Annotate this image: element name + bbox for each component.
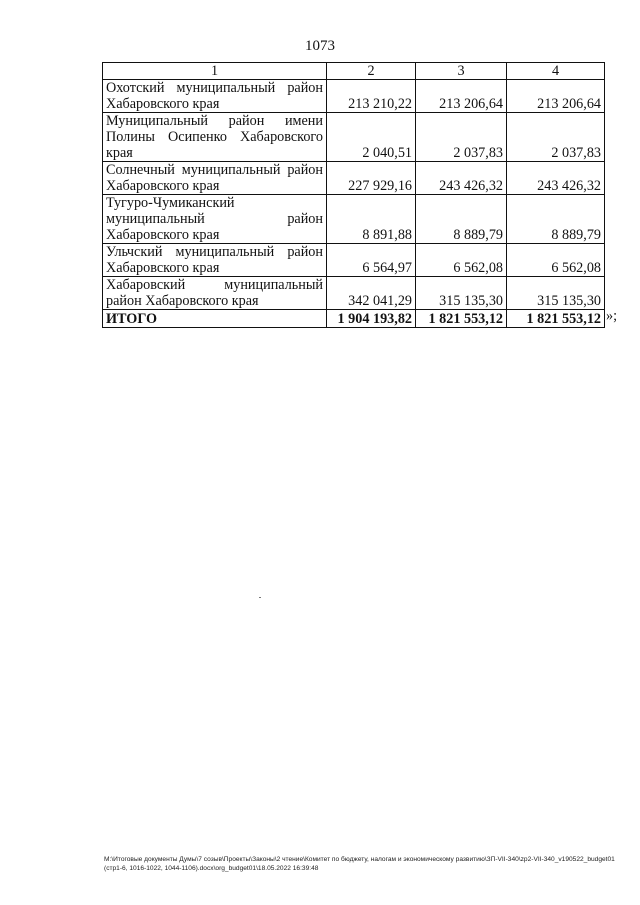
value-col-2: 8 891,88 (327, 195, 416, 244)
scan-speck (259, 597, 261, 598)
budget-table (102, 62, 605, 328)
column-header-2: 2 (327, 63, 416, 80)
table-row (103, 162, 605, 195)
table-row (103, 244, 605, 277)
value-col-4: 315 135,30 (507, 277, 605, 310)
district-name: Муниципальный район имени Полины Осипенко Хабаровского края (103, 113, 327, 162)
total-row (103, 310, 605, 328)
value-col-2: 6 564,97 (327, 244, 416, 277)
value-col-2: 2 040,51 (327, 113, 416, 162)
district-name: Хабаровский муниципальный район Хабаровского края (103, 277, 327, 310)
column-header-4: 4 (507, 63, 605, 80)
closing-quote-mark: »; (606, 308, 618, 324)
column-header-3: 3 (416, 63, 507, 80)
value-col-4: 6 562,08 (507, 244, 605, 277)
value-col-3: 2 037,83 (416, 113, 507, 162)
document-path-footer: M:\Итоговые документы Думы\7 созыв\Проекты\Законы\2 чтение\Комитет по бюджету, налогам и экономическому развитию\ЗП-VII-340\zp2-VII-340_v190522_budget01 (стр1-6, 1016-1022, 1044-1106).docx\org_budget01\18.05.2022 16:39:48 (104, 856, 615, 872)
total-col-2: 1 904 193,82 (327, 310, 416, 328)
district-name: Тугуро-Чумиканский муниципальный район Хабаровского края (103, 195, 327, 244)
total-col-3: 1 821 553,12 (416, 310, 507, 328)
total-col-4: 1 821 553,12 (507, 310, 605, 328)
page-number: 1073 (305, 38, 335, 54)
table-row (103, 195, 605, 244)
district-name: Охотский муниципальный район Хабаровского края (103, 80, 327, 113)
value-col-2: 227 929,16 (327, 162, 416, 195)
value-col-4: 213 206,64 (507, 80, 605, 113)
value-col-2: 342 041,29 (327, 277, 416, 310)
table-header-row (103, 63, 605, 80)
value-col-2: 213 210,22 (327, 80, 416, 113)
value-col-3: 243 426,32 (416, 162, 507, 195)
value-col-3: 213 206,64 (416, 80, 507, 113)
value-col-4: 2 037,83 (507, 113, 605, 162)
value-col-3: 315 135,30 (416, 277, 507, 310)
district-name: Солнечный муниципальный район Хабаровского края (103, 162, 327, 195)
total-label: ИТОГО (103, 310, 327, 328)
district-name: Ульчский муниципальный район Хабаровского края (103, 244, 327, 277)
table-row (103, 113, 605, 162)
column-header-1: 1 (103, 63, 327, 80)
value-col-4: 8 889,79 (507, 195, 605, 244)
table-row (103, 277, 605, 310)
value-col-3: 6 562,08 (416, 244, 507, 277)
value-col-3: 8 889,79 (416, 195, 507, 244)
table-row (103, 80, 605, 113)
value-col-4: 243 426,32 (507, 162, 605, 195)
